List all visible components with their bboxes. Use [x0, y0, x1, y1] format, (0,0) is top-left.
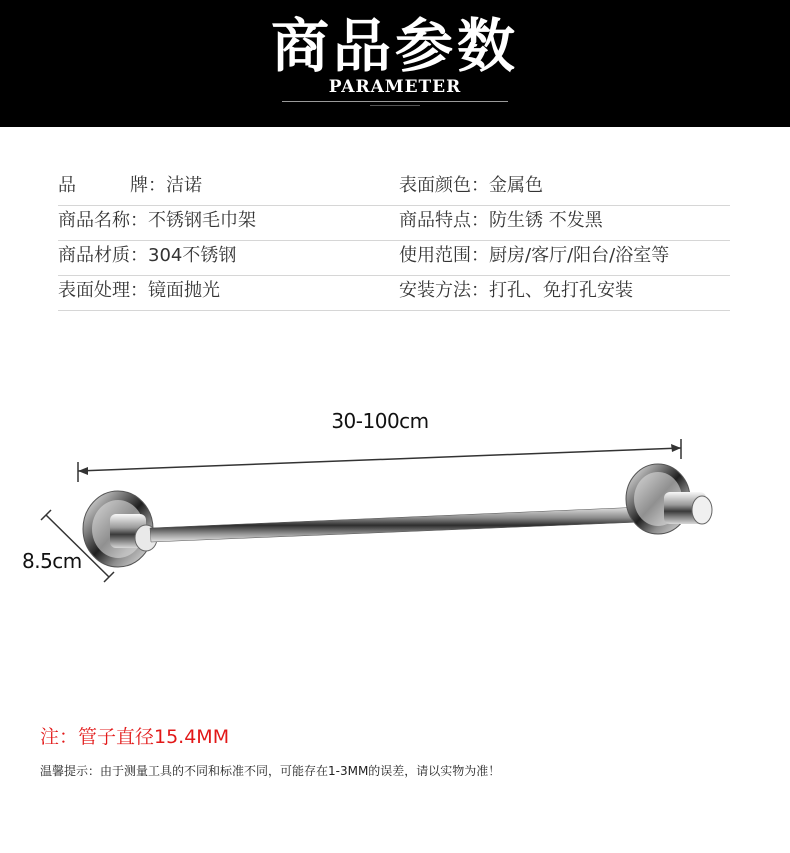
length-label: 30-100cm	[331, 409, 429, 433]
spec-separator: ：	[471, 210, 489, 231]
banner-divider	[282, 101, 508, 102]
spec-cell-feature	[399, 209, 603, 233]
spec-cell-brand	[58, 174, 202, 198]
spec-label-char: 牌	[130, 175, 148, 196]
spec-row	[58, 170, 730, 206]
spec-value: 打孔、免打孔安装	[489, 280, 633, 301]
spec-value: 金属色	[489, 175, 543, 196]
spec-value: 不锈钢毛巾架	[148, 210, 256, 231]
spec-label: 表面颜色	[399, 175, 471, 196]
spec-separator: ：	[471, 175, 489, 196]
spec-separator: ：	[471, 245, 489, 266]
spec-cell-material	[58, 244, 236, 268]
spec-label: 商品特点	[399, 210, 471, 231]
spec-cell-scope	[399, 244, 669, 268]
banner-divider-short	[370, 105, 420, 106]
spec-label: 使用范围	[399, 245, 471, 266]
spec-label	[58, 174, 148, 198]
spec-label: 商品材质	[58, 245, 130, 266]
spec-separator: ：	[148, 175, 166, 196]
spec-value: 厨房/客厅/阳台/浴室等	[489, 245, 670, 266]
page-subtitle: PARAMETER	[328, 77, 462, 97]
spec-value: 防生锈 不发黑	[489, 210, 603, 231]
spec-value: 镜面抛光	[148, 280, 220, 301]
header-banner	[0, 0, 790, 127]
pipe-diameter-note: 注：管子直径15.4MM	[40, 726, 230, 748]
spec-cell-color	[399, 174, 543, 198]
spec-row	[58, 240, 730, 276]
spec-separator: ：	[130, 210, 148, 231]
spec-label-char: 品	[58, 175, 76, 196]
spec-separator: ：	[471, 280, 489, 301]
spec-separator: ：	[130, 280, 148, 301]
left-wall-base	[83, 491, 157, 567]
spec-row	[58, 205, 730, 241]
spec-separator: ：	[130, 245, 148, 266]
base-diameter-label: 8.5cm	[22, 549, 82, 573]
spec-cell-name	[58, 209, 256, 233]
towel-bar-tube	[150, 505, 691, 542]
spec-cell-install	[399, 279, 633, 303]
spec-cell-finish	[58, 279, 220, 303]
spec-value: 洁诺	[166, 175, 202, 196]
measurement-tip: 温馨提示：由于测量工具的不同和标准不同，可能存在1-3MM的误差，请以实物为准！	[40, 764, 501, 778]
spec-row	[58, 275, 730, 311]
spec-label: 表面处理	[58, 280, 130, 301]
page-title: 商品参数	[270, 12, 519, 80]
right-wall-base	[626, 464, 712, 534]
spec-label: 安装方法	[399, 280, 471, 301]
length-dimension-line	[78, 439, 681, 482]
spec-value: 304不锈钢	[148, 245, 237, 266]
spec-label: 商品名称	[58, 210, 130, 231]
